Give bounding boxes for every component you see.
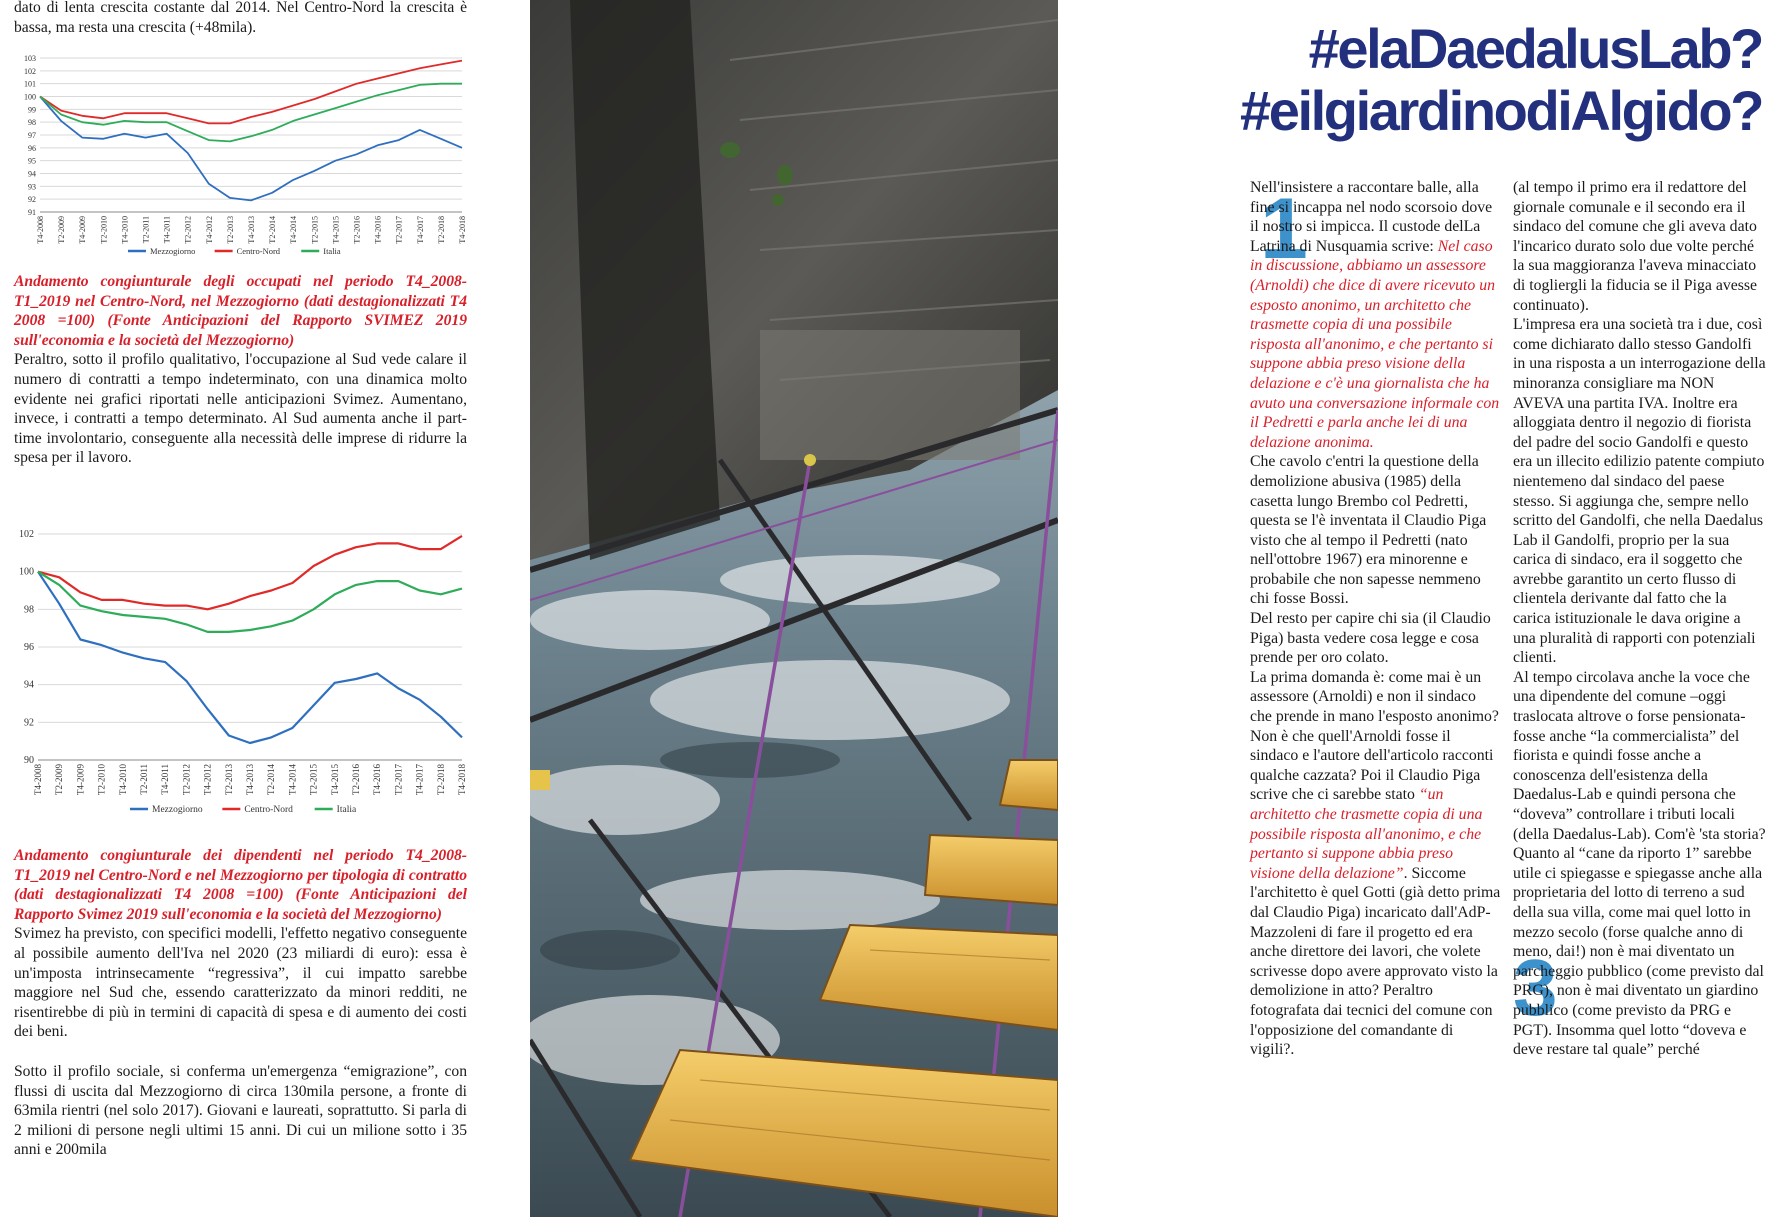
- y-tick-label: 98: [28, 118, 36, 128]
- x-tick-label: T4-2012: [204, 216, 214, 244]
- x-tick-label: T2-2011: [139, 764, 149, 795]
- article-c2-paragraph-3: Al tempo circolava anche la voce che una dipendente del comune –oggi traslocata altrove o forse pensionata- fosse anche “la commercialista” del fiorista e quindi fosse anche a conoscenza dell'esistenza della Daedalus-Lab e quindi persona che “doveva” controllare i tributi locali (della Daedalus-Lab). Com'è 'sta storia?: [1513, 668, 1766, 843]
- y-tick-label: 91: [28, 208, 36, 217]
- x-tick-label: T2-2010: [96, 764, 107, 795]
- x-tick-label: T4-2015: [331, 216, 341, 244]
- article-c2-paragraph-1: (al tempo il primo era il redattore del giornale comunale e il secondo era il sindaco del comune che gli aveva dato l'incarico durato solo due volte perché la sua maggioranza l'aveva minacciato di togliergli la fiducia se il Piga avesse continuato).: [1513, 179, 1758, 314]
- article-column-1: [1250, 178, 1501, 1060]
- x-tick-label: T2-2015: [308, 764, 319, 795]
- y-tick-label: 103: [24, 54, 36, 63]
- paragraph-iva: Svimez ha previsto, con specifici modelli, l'effetto negativo conseguente al possibile aumento dell'Iva nel 2020 (23 miliardi di euro): essa è un'imposta intrinsecamente “regressiva”, il cui impatto sarebbe maggiore nel Sud che, essendo caratterizzato da minori redditi, ne risentirebbe di più in termini di capacità di spesa e di aumento dei costi dei beni.: [14, 925, 467, 1041]
- caption-occupati: Andamento congiunturale degli occupati nel periodo T4_2008-T1_2019 nel Centro-Nord, nel Mezzogiorno (dati destagionalizzati T4 2008 =100) (Fonte Anticipazioni del Rapporto SVIMEZ 2019 sull'economia e la società del Mezzogiorno): [14, 273, 467, 349]
- x-tick-label: T4-2018: [457, 764, 467, 795]
- series-line-mezzogiorno: [40, 97, 462, 201]
- article-c2-paragraph-2: L'impresa era una società tra i due, così come dichiarato dallo stesso Gandolfi in una risposta a un interrogazione della minoranza consigliare ma NON AVEVA una partita IVA. Inoltre era alloggiata dentro il negozio di fiorista del padre del socio Gandolfi e questo era un illecito edilizio patente compiuto nientemeno dal sindaco del paese stesso. Si aggiunga che, sempre nello scritto del Gandolfi, che nella Daedalus Lab il Gandolfi, proprio per la sua carica di sindaco, era il soggetto che avrebbe garantito un certo flusso di clientela derivante dal fatto che la carica istituzionale le dava origine a una pluralità di rapporti con potenziali clienti.: [1513, 316, 1766, 667]
- x-tick-label: T4-2011: [162, 216, 172, 244]
- x-tick-label: T4-2016: [373, 216, 383, 244]
- x-tick-label: T4-2014: [289, 216, 299, 244]
- x-tick-label: T2-2012: [181, 764, 192, 795]
- paragraph-emigrazione: Sotto il profilo sociale, si conferma un'emergenza “emigrazione”, con flussi di uscita dal Mezzogiorno di circa 130mila persone, a fronte di 63mila rientri (nel solo 2017). Giovani e laureati, soprattutto. Si parla di 2 milioni di persone negli ultimi 15 anni. Di cui un milione sotto i 35 anni e 200mila: [14, 1062, 467, 1159]
- x-tick-label: T4-2009: [78, 216, 88, 244]
- legend-label: Mezzogiorno: [150, 246, 196, 256]
- y-tick-label: 101: [24, 79, 36, 89]
- article-c1-paragraph-1: Nell'insistere a raccontare balle, alla fine si incappa nel nodo scorsoio dove il nostro si impicca. Il custode delLa Latrina di Nusquamia scrive: Nel caso in discussione, abbiamo un assessore (Arnoldi) che dice di avere ricevuto un esposto anonimo, un architetto che trasmette copia di una possibile risposta all'anonimo, e che pertanto si suppone abbia preso visione della delazione e c'è una giornalista che ha avuto una conversazione informale con il Pedretti e parla anche lei di una delazione anonima.: [1250, 179, 1500, 451]
- x-tick-label: T4-2015: [329, 764, 340, 795]
- x-tick-label: T2-2013: [223, 764, 234, 795]
- y-tick-label: 96: [24, 642, 34, 653]
- x-tick-label: T4-2017: [414, 764, 425, 795]
- article-c2-paragraph-4: Quanto al “cane da riporto 1” sarebbe utile ci spiegasse e spiegasse anche alla proprietaria del lotto di terreno a sud della sua villa, come mai quel lotto in mezzo secolo (forse qualche anno di meno, dai!) non è mai diventato un parcheggio pubblico (come previsto dal PRG), non è mai diventato un giardino pubblico (come previsto da PRG e PGT). Insomma quel lotto “doveva e deve restare tal quale” perché: [1513, 845, 1764, 1059]
- y-tick-label: 100: [19, 566, 34, 578]
- x-tick-label: T4-2009: [75, 764, 86, 795]
- series-line-italia: [40, 84, 462, 142]
- quote-architetto: “un architetto che trasmette copia di una possibile risposta all'anonimo, e che pertanto si suppone abbia preso visione della delazione”: [1250, 786, 1483, 882]
- series-line-centro-nord: [40, 61, 462, 124]
- article-column-2: [1513, 178, 1766, 1060]
- legend-label: Mezzogiorno: [152, 805, 203, 815]
- article-c1-paragraph-3: Del resto per capire chi sia (il Claudio Piga) basta vedere cosa legge e cosa prende per oro colato.: [1250, 610, 1491, 667]
- series-line-centro-nord: [38, 536, 462, 609]
- left-intro-text: dato di lenta crescita costante dal 2014. Nel Centro-Nord la crescita è bassa, ma resta una crescita (+48mila).: [14, 0, 467, 36]
- legend-label: Italia: [336, 805, 357, 815]
- bridge-photo: [530, 0, 1058, 1217]
- x-tick-label: T4-2010: [120, 216, 130, 244]
- x-tick-label: T4-2008: [33, 764, 43, 795]
- page-headline: [1202, 18, 1762, 142]
- x-tick-label: T4-2017: [415, 216, 425, 244]
- chart-occupati: [10, 52, 468, 260]
- paragraph-contratti: Peraltro, sotto il profilo qualitativo, l'occupazione al Sud vede calare il numero di contratti a tempo indeterminato, con una dinamica molto evidente nei grafici riportati nelle anticipazioni Svimez. Aumentano, invece, i contratti a tempo determinato. Al Sud aumenta anche il part-time involontario, conseguente alla necessità delle imprese di ridurre la spesa per il lavoro.: [14, 351, 467, 467]
- y-tick-label: 96: [28, 143, 36, 153]
- y-tick-label: 94: [24, 679, 34, 691]
- y-tick-label: 100: [24, 92, 36, 102]
- x-tick-label: T2-2010: [99, 216, 109, 244]
- x-tick-label: T4-2018: [458, 216, 467, 244]
- series-line-mezzogiorno: [38, 572, 462, 743]
- legend-label: Centro-Nord: [236, 246, 281, 256]
- y-tick-label: 97: [28, 131, 36, 140]
- x-tick-label: T2-2009: [57, 216, 67, 244]
- y-tick-label: 92: [24, 717, 34, 729]
- y-tick-label: 102: [19, 529, 34, 540]
- x-tick-label: T2-2014: [266, 764, 277, 795]
- chart-dipendenti: [10, 528, 468, 818]
- legend-label: Centro-Nord: [244, 805, 293, 815]
- x-tick-label: T4-2010: [117, 764, 128, 795]
- x-tick-label: T2-2017: [394, 216, 404, 244]
- x-tick-label: T2-2011: [141, 216, 151, 244]
- headline-line-1: #elaDaedalusLab?: [1308, 17, 1762, 80]
- x-tick-label: T4-2014: [287, 764, 298, 795]
- drop-number-1: 1: [1260, 181, 1308, 277]
- headline-line-2: #eilgiardinodiAlgido?: [1239, 79, 1762, 142]
- y-tick-label: 90: [24, 755, 34, 766]
- x-tick-label: T4-2013: [247, 216, 256, 244]
- x-tick-label: T2-2015: [310, 216, 320, 244]
- x-tick-label: T4-2016: [372, 764, 383, 795]
- article-c1-paragraph-4: La prima domanda è: come mai è un assessore (Arnoldi) e non il sindaco che prende in mano l'esposto anonimo? Non è che quell'Arnoldi fosse il sindaco e l'autore dell'articolo racconti qualche cazzata? Poi il Claudio Piga scrive che ci sarebbe stato “un architetto che trasmette copia di una possibile risposta all'anonimo, e che pertanto si suppone abbia preso visione della delazione”. Siccome l'architetto è quel Gotti (già detto prima dal Claudio Piga) incaricato dall'AdP-Mazzoleni di fare il progetto ed era anche direttore dei lavori, che volete scrivesse dopo avere approvato visto la demolizione in atto? Peraltro fotografata dai tecnici del comune con l'opposizione del comandante di vigili?.: [1250, 668, 1501, 1059]
- caption-dipendenti: Andamento congiunturale dei dipendenti nel periodo T4_2008-T1_2019 nel Centro-Nord e nel Mezzogiorno per tipologia di contratto (dati destagionalizzati T4 2008 =100) (Fonte Anticipazioni del Rapporto Svimez 2019 sull'economia e la società del Mezzogiorno): [14, 847, 467, 923]
- x-tick-label: T2-2013: [225, 216, 235, 244]
- x-tick-label: T2-2016: [352, 216, 362, 244]
- x-tick-label: T4-2011: [160, 764, 171, 795]
- y-tick-label: 102: [24, 66, 36, 76]
- x-tick-label: T2-2018: [435, 764, 446, 795]
- x-tick-label: T2-2012: [183, 216, 193, 244]
- article-c1-paragraph-2: Che cavolo c'entri la questione della demolizione abusiva (1985) della casetta lungo Brembo col Pedretti, questa se l'è inventata il Claudio Piga visto che al tempo il Pedretti (nato nell'ottobre 1967) era minorenne e probabile che non sapesse nemmeno chi fosse Bossi.: [1250, 453, 1487, 608]
- x-tick-label: T4-2008: [36, 216, 45, 244]
- x-tick-label: T2-2009: [54, 764, 65, 795]
- y-tick-label: 93: [28, 182, 36, 192]
- x-tick-label: T4-2012: [202, 764, 213, 795]
- y-tick-label: 95: [28, 156, 36, 166]
- x-tick-label: T2-2018: [436, 216, 446, 244]
- y-tick-label: 94: [28, 169, 36, 179]
- drop-number-3: 3: [1513, 943, 1558, 1032]
- y-tick-label: 92: [28, 195, 36, 205]
- x-tick-label: T4-2013: [245, 764, 255, 795]
- y-tick-label: 98: [24, 604, 34, 616]
- y-tick-label: 99: [28, 105, 36, 115]
- series-line-italia: [38, 572, 462, 632]
- legend-label: Italia: [323, 246, 341, 256]
- x-tick-label: T2-2017: [393, 764, 404, 795]
- quote-arnoldi: Nel caso in discussione, abbiamo un assessore (Arnoldi) che dice di avere ricevuto un esposto anonimo, un architetto che trasmette copia di una possibile risposta all'anonimo, e che pertanto si suppone abbia preso visione della delazione e c'è una giornalista che ha avuto una conversazione informale con il Pedretti e parla anche lei di una delazione anonima.: [1250, 237, 1500, 451]
- x-tick-label: T2-2016: [351, 764, 361, 795]
- x-tick-label: T2-2014: [268, 216, 278, 244]
